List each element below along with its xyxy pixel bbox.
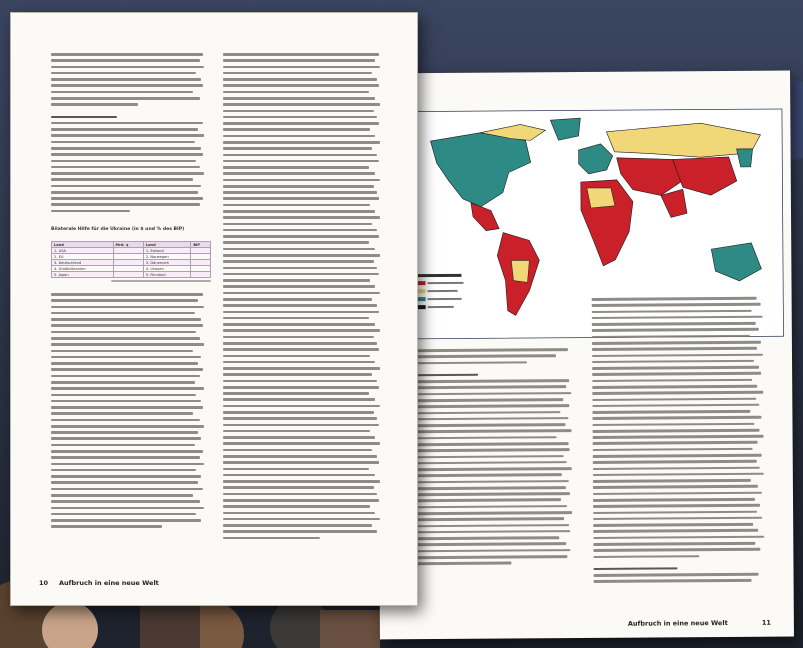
table-cell: [191, 272, 211, 278]
right-page-column-2: [592, 297, 770, 587]
left-page-number: 10: [39, 579, 49, 587]
table-cell: 2. Norwegen: [143, 254, 191, 260]
table-header: Land: [143, 242, 191, 248]
aid-table: [51, 241, 211, 278]
right-page-column-1: [412, 348, 578, 569]
left-page-column-1: [51, 53, 209, 216]
left-page-column-2: [223, 53, 385, 543]
table-cell: 5. Japan: [52, 272, 114, 278]
table-cell: 3. Dänemark: [143, 260, 191, 266]
table-title: Bilaterale Hilfe für die Ukraine (in $ und % des BIP): [51, 227, 185, 232]
table-cell: 1. Estland: [143, 248, 191, 254]
table-cell: 3. Deutschland: [52, 260, 114, 266]
table-cell: [113, 272, 143, 278]
table-header: Land: [52, 242, 114, 248]
table-cell: 1. USA: [52, 248, 114, 254]
left-page: [10, 12, 418, 606]
table-cell: 2. EU: [52, 254, 114, 260]
table-source-caption: [111, 280, 211, 286]
right-running-title: Aufbruch in eine neue Welt: [627, 619, 728, 628]
right-page-number: 11: [761, 618, 771, 627]
table-row: [52, 272, 211, 278]
right-page: [376, 71, 794, 640]
table-header: BIP: [191, 242, 211, 248]
left-running-title: Aufbruch in eine neue Welt: [59, 579, 159, 587]
left-page-column-1-lower: [51, 293, 209, 532]
table-cell: 4. Litauen: [143, 266, 191, 272]
table-cell: 4. Großbritannien: [52, 266, 114, 272]
table-header: Mrd. $: [113, 242, 143, 248]
table-cell: 5. Finnland: [143, 272, 191, 278]
